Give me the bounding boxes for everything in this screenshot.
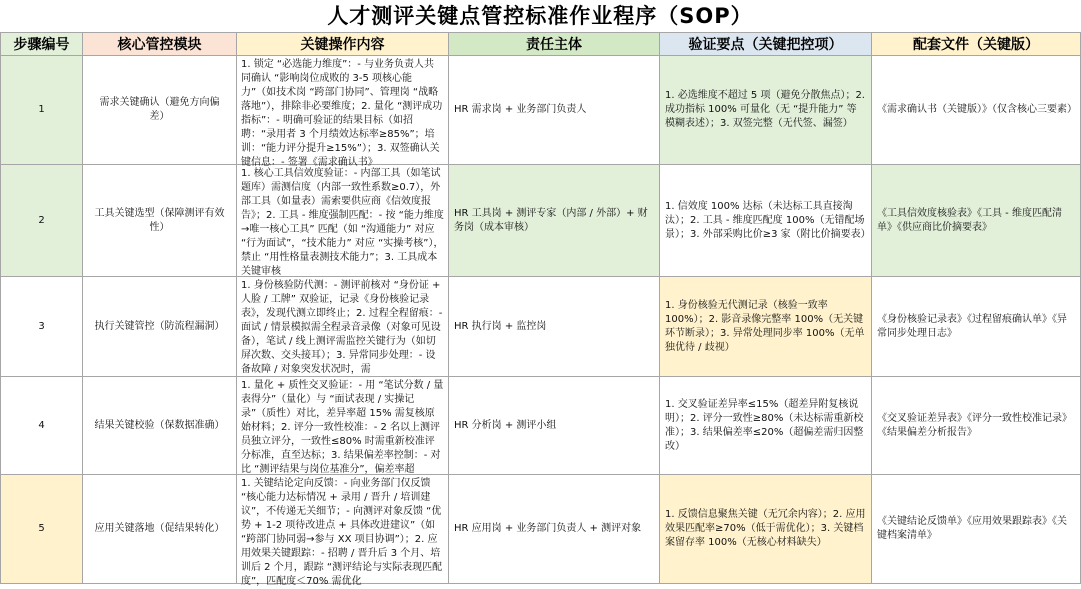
ops-cell: 1. 身份核验防代测：- 测评前核对 “身份证 + 人脸 / 工牌” 双验证，记录《身份核验记录表》，发现代测立即终止；2. 过程全程留痕：- 面试 / 情景模拟需全程录音录像（对象可见设备），笔试 / 线上测评需监控关键行为（如切屏次数、交头接耳）；3. 异常同步处理：- 设备故障 / 对象突发状况时，需 [237,277,449,377]
header-module: 核心管控模块 [83,33,237,56]
module-cell: 需求关键确认（避免方向偏差） [83,56,237,165]
module-cell: 应用关键落地（促结果转化） [83,475,237,584]
table-row [1,377,1081,475]
sop-table [0,32,1081,587]
step-cell: 5 [1,475,83,584]
ops-cell: 1. 锁定 “必选能力维度”：- 与业务负责人共同确认 “影响岗位成败的 3-5 项核心能力”（如技术岗 “跨部门协同”、管理岗 “战略落地”），排除非必要维度；2. 量化 “测评成功指标”：- 明确可验证的结果目标（如招聘：“录用者 3 个月绩效达标率≥85%”；培训：“能力评分提升≥15%”）；3. 双签确认关键信息：- 签署《需求确认书》 [237,56,449,165]
docs-cell: 《需求确认书（关键版）》（仅含核心三要素） [872,56,1081,165]
header-ops: 关键操作内容 [237,33,449,56]
docs-cell: 《身份核验记录表》《过程留痕确认单》《异常同步处理日志》 [872,277,1081,377]
verify-cell: 1. 必选维度不超过 5 项（避免分散焦点）；2. 成功指标 100% 可量化（无 “提升能力” 等模糊表述）；3. 双签完整（无代签、漏签） [660,56,872,165]
verify-cell: 1. 交叉验证差异率≤15%（超差异附复核说明）；2. 评分一致性≥80%（未达标需重新校准）；3. 结果偏差率≤20%（超偏差需归因整改） [660,377,872,475]
module-cell: 执行关键管控（防流程漏洞） [83,277,237,377]
step-cell: 3 [1,277,83,377]
docs-cell: 《交叉验证差异表》《评分一致性校准记录》《结果偏差分析报告》 [872,377,1081,475]
table-row [1,56,1081,165]
docs-cell: 《关键结论反馈单》《应用效果跟踪表》《关键档案清单》 [872,475,1081,584]
docs-cell: 《工具信效度核验表》《工具 - 维度匹配清单》《供应商比价摘要表》 [872,165,1081,277]
module-cell: 工具关键选型（保障测评有效性） [83,165,237,277]
header-owner: 责任主体 [449,33,660,56]
step-cell: 1 [1,56,83,165]
ops-cell: 1. 核心工具信效度验证：- 内部工具（如笔试题库）需测信度（内部一致性系数≥0.7），外部工具（如量表）需索要供应商《信效度报告》；2. 工具 - 维度强制匹配：- 按 “能力维度→唯一核心工具” 匹配（如 “沟通能力” 对应 “行为面试”，“技术能力” 对应 “实操考核”），禁止 “用性格量表测技术能力”；3. 工具成本关键审核 [237,165,449,277]
table-row [1,165,1081,277]
step-cell: 2 [1,165,83,277]
header-verify: 验证要点（关键把控项） [660,33,872,56]
table-row [1,277,1081,377]
header-step: 步骤编号 [1,33,83,56]
verify-cell: 1. 信效度 100% 达标（未达标工具直接淘汰）；2. 工具 - 维度匹配度 100%（无错配场景）；3. 外部采购比价≥3 家（附比价摘要表） [660,165,872,277]
verify-cell: 1. 反馈信息聚焦关键（无冗余内容）；2. 应用效果匹配率≥70%（低于需优化）；3. 关键档案留存率 100%（无核心材料缺失） [660,475,872,584]
table-row [1,475,1081,584]
module-cell: 结果关键校验（保数据准确） [83,377,237,475]
ops-cell: 1. 关键结论定向反馈：- 向业务部门仅反馈 “核心能力达标情况 + 录用 / 晋升 / 培训建议”，不传递无关细节；- 向测评对象反馈 “优势 + 1-2 项待改进点 + 具体改进建议”（如 “跨部门协同弱→参与 XX 项目协调”）；2. 应用效果关键跟踪：- 招聘 / 晋升后 3 个月、培训后 2 个月，跟踪 “测评结论与实际表现匹配度”，匹配度＜70% 需优化 [237,475,449,584]
owner-cell: HR 应用岗 + 业务部门负责人 + 测评对象 [449,475,660,584]
owner-cell: HR 需求岗 + 业务部门负责人 [449,56,660,165]
owner-cell: HR 执行岗 + 监控岗 [449,277,660,377]
page-title: 人才测评关键点管控标准作业程序（SOP） [327,4,753,28]
owner-cell: HR 工具岗 + 测评专家（内部 / 外部）+ 财务岗（成本审核） [449,165,660,277]
header-row [1,33,1081,56]
header-docs: 配套文件（关键版） [872,33,1081,56]
owner-cell: HR 分析岗 + 测评小组 [449,377,660,475]
ops-cell: 1. 量化 + 质性交叉验证：- 用 “笔试分数 / 量表得分”（量化）与 “面试表现 / 实操记录”（质性）对比，差异率超 15% 需复核原始材料；2. 评分一致性校准：- 2 名以上测评员独立评分，一致性≤80% 时需重新校准评分标准，直至达标；3. 结果偏差率控制：- 对比 “测评结果与岗位基准分”，偏差率超 [237,377,449,475]
step-cell: 4 [1,377,83,475]
verify-cell: 1. 身份核验无代测记录（核验一致率 100%）；2. 影音录像完整率 100%（无关键环节断录）；3. 异常处理同步率 100%（无单独优待 / 歧视） [660,277,872,377]
